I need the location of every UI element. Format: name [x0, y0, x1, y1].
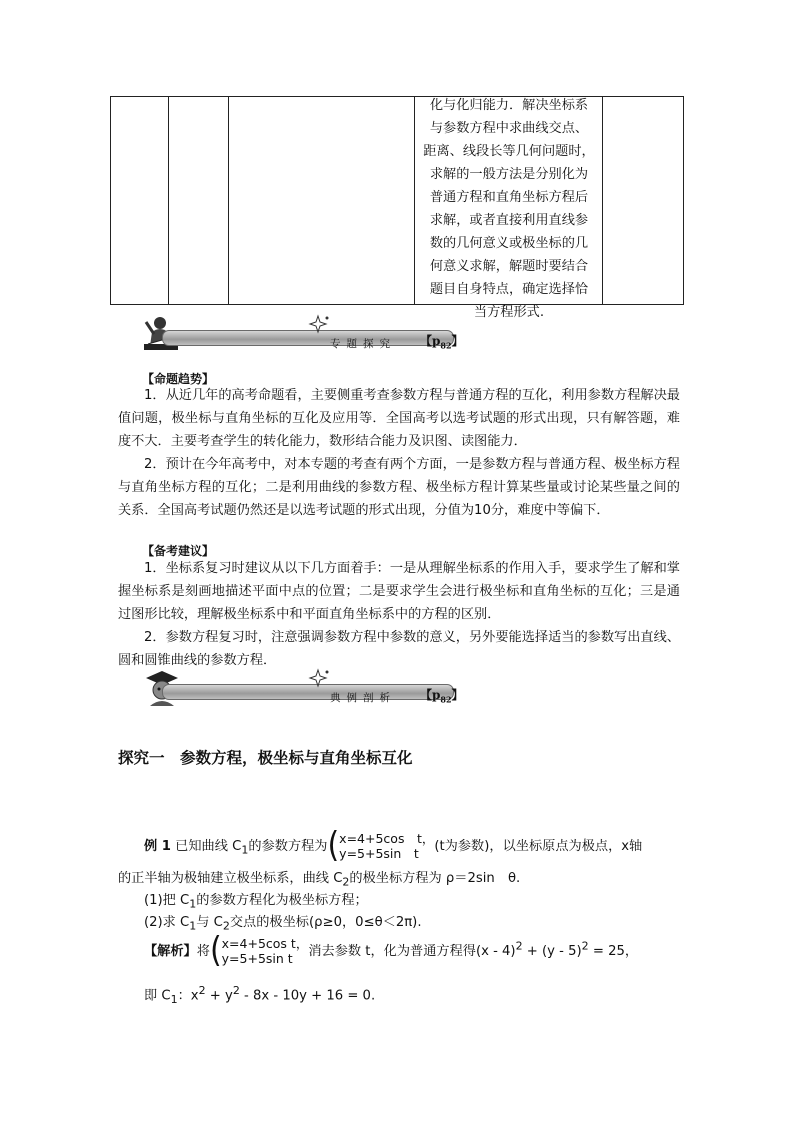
example-line-1: 例 1 已知曲线 $C_1$的参数方程为(x=4+5cos t， y=5+5sin t (t为参数)，以坐标原点为极点，x轴: [144, 825, 643, 866]
example-label: 例 1: [144, 839, 171, 854]
table-cell-text: [416, 94, 602, 324]
cell-line: 数的几何意义或极坐标的几: [429, 236, 589, 251]
section-banner-examples: [142, 668, 462, 708]
equation-y: y=5+5sin t: [221, 951, 293, 966]
cell-line: 与参数方程中求曲线交点、: [429, 121, 589, 136]
cell-line: 当方程形式.: [473, 305, 545, 320]
equation-x: x=4+5cos t，: [221, 936, 309, 951]
parametric-system: [222, 936, 309, 966]
table-col-line: [168, 96, 169, 305]
cell-line: 求解，或者直接利用直线参: [429, 213, 589, 228]
example-line-2: 的正半轴为极轴建立极坐标系，曲线 $C_2$的极坐标方程为 ρ＝2sin θ.: [118, 871, 521, 889]
sparkle-icon: [308, 668, 330, 688]
advice-paragraphs: [118, 557, 680, 672]
trend-paragraphs: [118, 384, 680, 522]
advice-paragraph-1: 1．坐标系复习时建议从以下几方面着手：一是从理解坐标系的作用入手，要求学生了解和掌握坐标系是刻画地描述平面中点的位置；二是要求学生会进行极坐标和直角坐标的互化；三是通过图形比较，理解极坐标系中和平面直角坐标系中的方程的区别．: [118, 561, 680, 622]
left-brace: (: [209, 930, 222, 971]
solution-line-2: 即 $C_1$：$x^2 + y^2 - 8x - 10y + 16 = 0$.: [144, 984, 376, 1007]
banner-title: 典例剖析: [330, 692, 396, 704]
table-col-line: [228, 96, 229, 305]
trend-paragraph-2: 2．预计在今年高考中，对本专题的考查有两个方面，一是参数方程与普通方程、极坐标方程与直角坐标方程的互化；二是利用曲线的参数方程、极坐标方程计算某些量或讨论某些量之间的关系．全国高考试题仍然还是以选考试题的形式出现，分值为10分，难度中等偏下．: [118, 457, 680, 518]
trend-heading: 【命题趋势】: [142, 372, 215, 386]
question-1: (1)把 $C_1$的参数方程化为极坐标方程；: [144, 893, 368, 911]
parametric-system: [339, 831, 434, 861]
table-col-line: [683, 96, 684, 305]
cell-line: 普通方程和直角坐标方程后: [429, 190, 589, 205]
table-col-line: [602, 96, 603, 305]
section-banner-topic: [142, 314, 462, 354]
banner-title: 专题探究: [330, 338, 396, 350]
page-reference: 【$p_{82}$】: [420, 334, 464, 351]
advice-heading: 【备考建议】: [142, 544, 215, 558]
cell-line: 题目自身特点，确定选择恰: [429, 282, 589, 297]
table-col-line: [110, 96, 111, 305]
cell-line: 距离、线段长等几何问题时，: [423, 144, 595, 159]
question-2: (2)求 $C_1$与 $C_2$交点的极坐标(ρ≥0，0≤θ＜2π).: [144, 915, 422, 933]
page-reference: 【$p_{82}$】: [420, 688, 464, 705]
trend-paragraph-1: 1．从近几年的高考命题看，主要侧重考查参数方程与普通方程的互化，利用参数方程解决最值问题，极坐标与直角坐标的互化及应用等．全国高考以选考试题的形式出现，只有解答题，难度不大．主要考查学生的转化能力，数形结合能力及识图、读图能力．: [118, 388, 680, 449]
cell-line: 化与化归能力．解决坐标系: [429, 98, 589, 113]
advice-paragraph-2: 2．参数方程复习时，注意强调参数方程中参数的意义，另外要能选择适当的参数写出直线、圆和圆锥曲线的参数方程．: [118, 630, 680, 668]
sparkle-icon: [308, 314, 330, 334]
equation-y: y=5+5sin t: [339, 846, 419, 861]
cell-line: 求解的一般方法是分别化为: [429, 167, 589, 182]
solution-line-1: 【解析】将(x=4+5cos t， y=5+5sin t 消去参数 t，化为普通方程得(x - 4)$^2$ + (y - 5)$^2$ = 25，: [144, 930, 639, 971]
left-brace: (: [327, 825, 340, 866]
equation-x: x=4+5cos t，: [339, 831, 435, 846]
solution-label: 【解析】: [144, 944, 197, 959]
cell-line: 何意义求解，解题时要结合: [429, 259, 589, 274]
section-title: 探究一 参数方程，极坐标与直角坐标互化: [118, 749, 413, 767]
table-col-line: [414, 96, 415, 305]
